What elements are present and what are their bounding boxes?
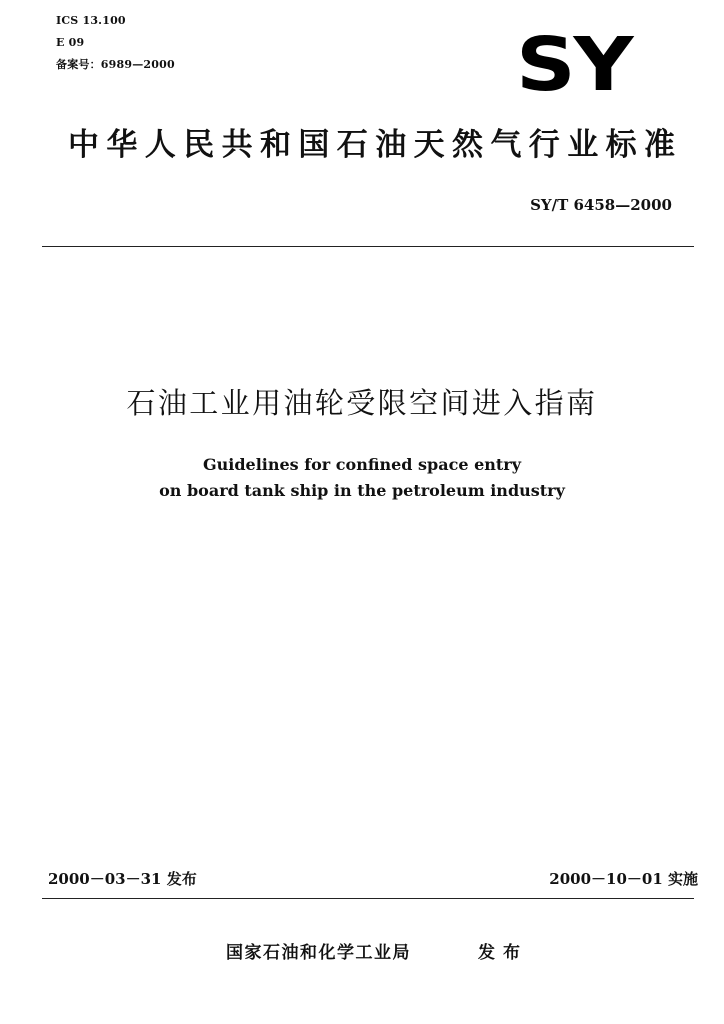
top-divider xyxy=(42,246,694,247)
ics-number: ICS 13.100 xyxy=(56,14,126,27)
issuing-authority: 国家石油和化学工业局 xyxy=(226,943,411,963)
english-title-line-2: on board tank ship in the petroleum industry xyxy=(159,481,565,500)
record-number: 备案号：6989—2000 xyxy=(56,58,175,71)
chinese-title: 石油工业用油轮受限空间进入指南 xyxy=(126,386,598,420)
issue-label: 发布 xyxy=(478,943,528,963)
classification-code: E 09 xyxy=(56,36,85,49)
issue-date: 2000－03－31 发布 xyxy=(48,870,197,888)
standard-header: 中华人民共和国石油天然气行业标准 xyxy=(68,127,683,163)
english-title-line-1: Guidelines for confined space entry xyxy=(202,455,522,474)
effective-date: 2000－10－01 实施 xyxy=(549,870,698,888)
sy-logo: SY xyxy=(516,22,632,108)
bottom-divider xyxy=(42,898,694,899)
standard-code: SY/T 6458—2000 xyxy=(530,196,672,214)
